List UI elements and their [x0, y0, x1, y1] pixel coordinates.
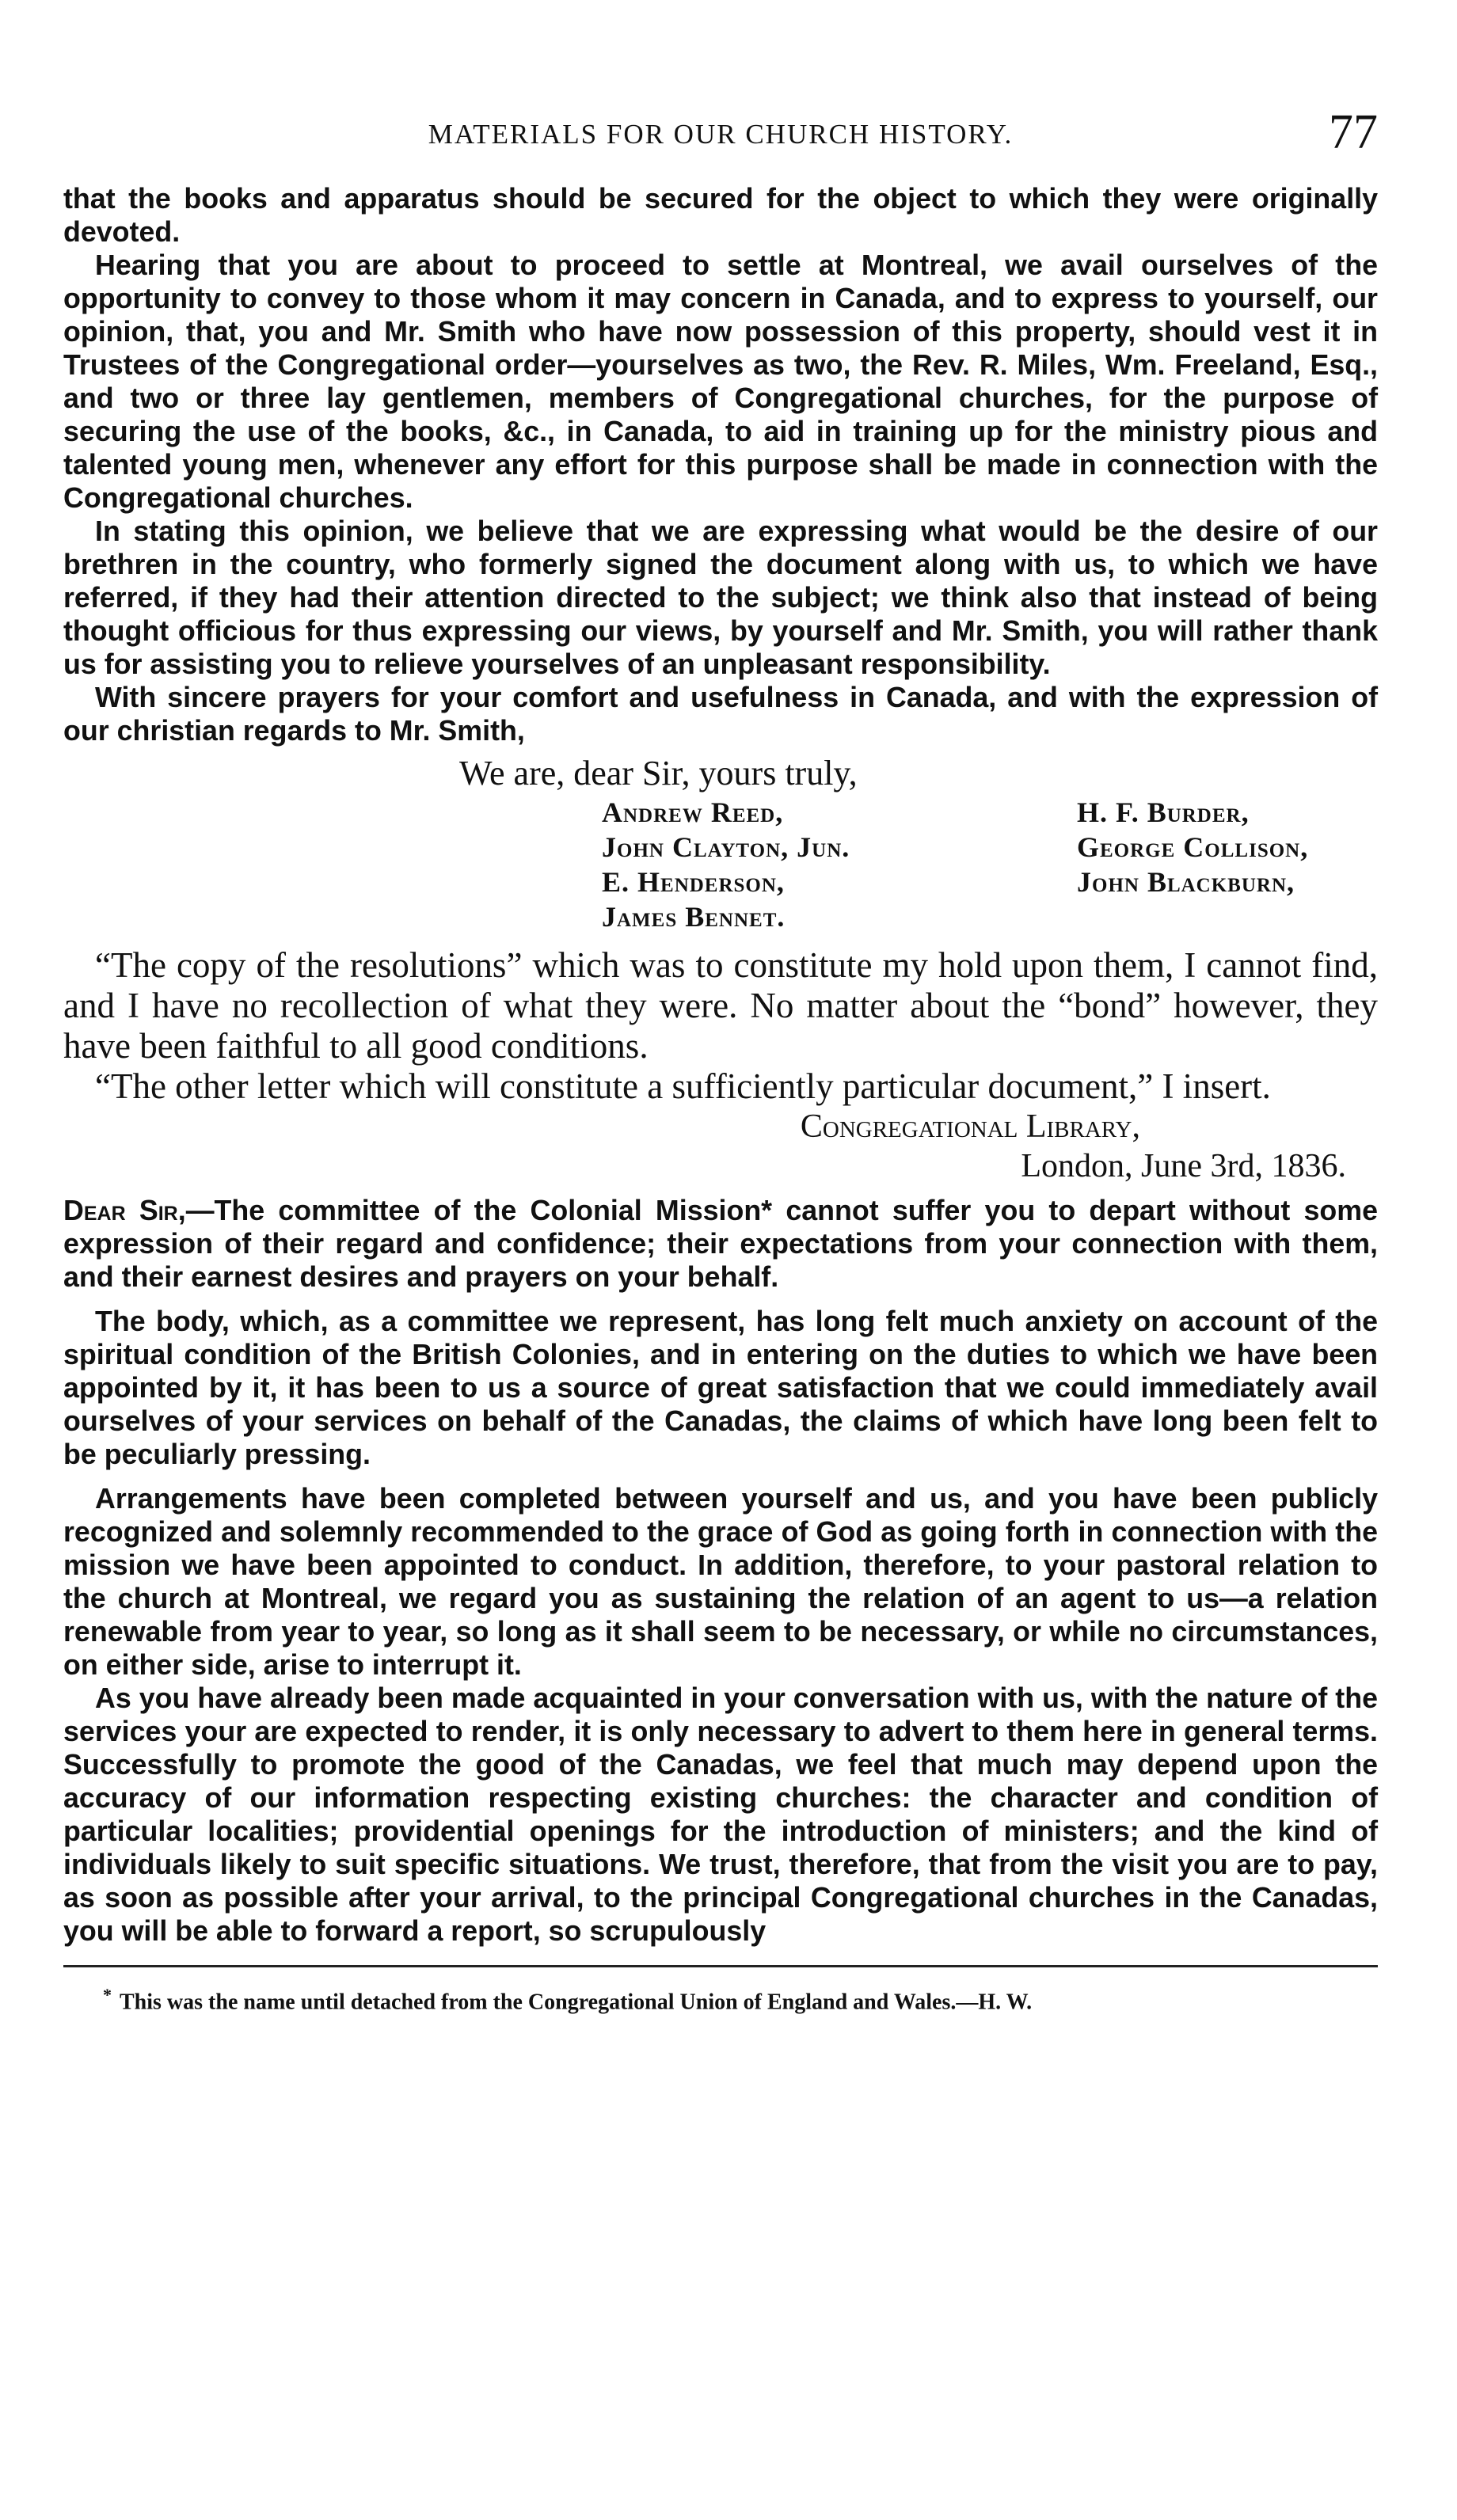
signatory: E. Henderson,: [602, 866, 785, 898]
page-number: 77: [1329, 105, 1378, 159]
letter-paragraph: As you have already been made acquainted in your conversation with us, with the nature of the services your are expected to render, it is only necessary to advert to them here in general terms. Successfully to promote the good of the Canadas, we feel that much may depend upon the accuracy of our information respecting existing churches: the character and condition of particular localities; providential openings for the introduction of ministers; and the kind of individuals likely to suit specific situations. We trust, therefore, that from the visit you are to pay, as soon as possible after your arrival, to the principal Congregational churches in the Canadas, you will be able to forward a report, so scrupulously: [63, 1682, 1378, 1947]
letter-opening-text: —The committee of the Colonial Mission* cannot suffer you to depart without some expression of their regard and confidence; their expectations from your connection with them, and their earnest desires and prayers on your behalf.: [63, 1195, 1378, 1293]
paragraph-stating: In stating this opinion, we believe that we are expressing what would be the desire of our brethren in the country, who formerly signed the document along with us, to which we have referred, if they had their attention directed to the subject; we think also that instead of being thought officious for thus expressing our views, by yourself and Mr. Smith, you will rather thank us for assisting you to relieve yourselves of an unpleasant responsibility.: [63, 515, 1378, 680]
paragraph-continuation: that the books and apparatus should be secured for the object to which they were originally devoted.: [63, 183, 1378, 248]
salutation: Dear Sir,: [63, 1195, 186, 1226]
footnote-rule: [63, 1965, 1378, 1967]
signatory: James Bennet.: [602, 901, 786, 933]
paragraph-opinion: Hearing that you are about to proceed to settle at Montreal, we avail ourselves of the opportunity to convey to those whom it may concern in Canada, and to express to yourself, our opinion, that, you and Mr. Smith who have now possession of this property, should vest it in Trustees of the Congregational order—yourselves as two, the Rev. R. Miles, Wm. Freeland, Esq., and two or three lay gentlemen, members of Congregational churches, for the purpose of securing the use of the books, &c., in Canada, to aid in training up for the ministry pious and talented young men, whenever any effort for this purpose shall be made in connection with the Congregational churches.: [63, 249, 1378, 514]
signatory: H. F. Burder,: [1077, 796, 1250, 828]
narrative-paragraph: “The other letter which will constitute a sufficiently particular document,” I insert.: [95, 1066, 1271, 1106]
letter-opening-paragraph: [63, 1194, 1378, 1294]
signatory-empty: [1077, 899, 1394, 934]
letter-paragraph: Arrangements have been completed between yourself and us, and you have been publicly recognized and solemnly recommended to the grace of God as going forth in connection with the mission we have been appointed to conduct. In addition, therefore, to your pastoral relation to the church at Montreal, we regard you as sustaining the relation of an agent to us—a relation renewable from year to year, so long as it shall seem to be necessary, or while no circumstances, on either side, arise to interrupt it.: [63, 1483, 1378, 1681]
paragraph-prayers: With sincere prayers for your comfort and usefulness in Canada, and with the expression of our christian regards to Mr. Smith,: [63, 682, 1378, 747]
narrative-paragraph: “The copy of the resolutions” which was to constitute my hold upon them, I cannot find, and I have no recollection of what they were. No matter about the “bond” however, they have been faithful to all good conditions.: [63, 945, 1378, 1066]
running-head: [63, 103, 1378, 166]
signatory: Andrew Reed,: [602, 796, 784, 828]
letter-closing: We are, dear Sir, yours truly,: [459, 754, 858, 792]
letter-paragraph: The body, which, as a committee we represent, has long felt much anxiety on account of the spiritual condition of the British Colonies, and in entering on the duties to which we have been appointed by it, it has been to us a source of great satisfaction that we could immediately avail ourselves of your services on behalf of the Canadas, the claims of which have long been felt to be peculiarly pressing.: [63, 1306, 1378, 1470]
signature-block: [602, 795, 1378, 934]
dateline-place: Congregational Library,: [800, 1108, 1140, 1145]
signatory: George Collison,: [1077, 831, 1309, 863]
book-page: [63, 103, 1378, 2462]
footnote-marker: *: [103, 1985, 112, 2005]
signatory: John Blackburn,: [1077, 866, 1295, 898]
footnote: [103, 1982, 1378, 2016]
letter-dateline: [63, 1107, 1346, 1186]
footnote-text: This was the name until detached from the Congregational Union of England and Wales.—H. W.: [120, 1990, 1033, 2015]
dateline-date: London, June 3rd, 1836.: [1021, 1148, 1346, 1184]
signatory: John Clayton, Jun.: [602, 831, 850, 863]
running-title: MATERIALS FOR OUR CHURCH HISTORY.: [428, 119, 1014, 150]
